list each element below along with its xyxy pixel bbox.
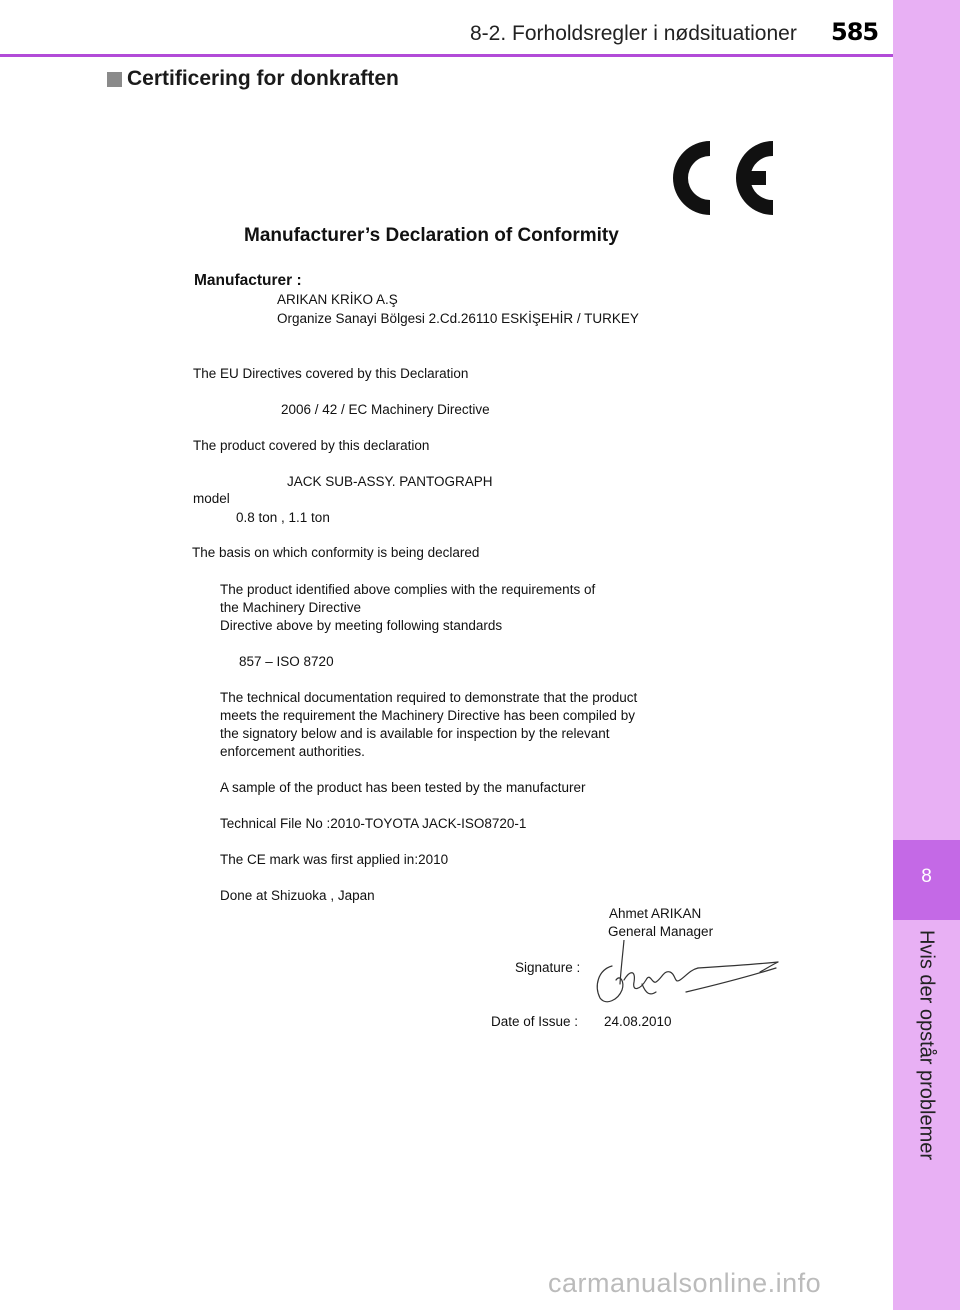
directive: 2006 / 42 / EC Machinery Directive (281, 402, 490, 417)
date-label: Date of Issue : (491, 1014, 579, 1029)
manufacturer-address: Organize Sanayi Bölgesi 2.Cd.26110 ESKİŞEHİR / TURKEY (277, 311, 639, 326)
date-value: 24.08.2010 (604, 1014, 672, 1029)
basis-label: The basis on which conformity is being declared (192, 545, 480, 560)
chapter-name: Hvis der opstår problemer (915, 929, 938, 1161)
ce-first-applied: The CE mark was first applied in:2010 (220, 852, 449, 867)
ce-mark-logo (672, 138, 780, 218)
manufacturer-name: ARIKAN KRİKO A.Ş (277, 292, 398, 307)
tech-line-1: The technical documentation required to demonstrate that the product (220, 690, 638, 705)
tech-line-4: enforcement authorities. (220, 744, 365, 759)
done-at: Done at Shizuoka , Japan (220, 888, 375, 903)
standard: 857 – ISO 8720 (239, 654, 334, 669)
basis-line-1: The product identified above complies with the requirements of (220, 582, 596, 597)
certificate-title: Manufacturer’s Declaration of Conformity (244, 225, 619, 246)
technical-file: Technical File No :2010-TOYOTA JACK-ISO8720-1 (220, 816, 527, 831)
handwritten-signature (590, 940, 790, 1012)
basis-line-3: Directive above by meeting following standards (220, 618, 503, 633)
watermark-text: carmanualsonline.info (548, 1268, 822, 1298)
section-bullet-square (107, 72, 122, 87)
header-rule (0, 54, 893, 57)
product-name: JACK SUB-ASSY. PANTOGRAPH (287, 474, 493, 489)
tech-line-2: meets the requirement the Machinery Directive has been compiled by (220, 708, 635, 723)
manufacturer-label: Manufacturer : (194, 272, 302, 289)
sample-line: A sample of the product has been tested by the manufacturer (220, 780, 586, 795)
section-title: Certificering for donkraften (127, 67, 399, 90)
chapter-number: 8 (921, 866, 932, 887)
product-label: The product covered by this declaration (193, 438, 430, 453)
signer-name: Ahmet ARIKAN (609, 906, 702, 921)
model-values: 0.8 ton , 1.1 ton (236, 510, 330, 525)
tech-line-3: the signatory below and is available for inspection by the relevant (220, 726, 610, 741)
basis-line-2: the Machinery Directive (220, 600, 362, 615)
directives-label: The EU Directives covered by this Declaration (193, 366, 469, 381)
signature-label: Signature : (515, 960, 581, 975)
signer-title: General Manager (608, 924, 714, 939)
model-label: model (193, 491, 230, 506)
page-header-title: 8-2. Forholdsregler i nødsituationer (470, 22, 797, 45)
page-number: 585 (831, 18, 879, 46)
